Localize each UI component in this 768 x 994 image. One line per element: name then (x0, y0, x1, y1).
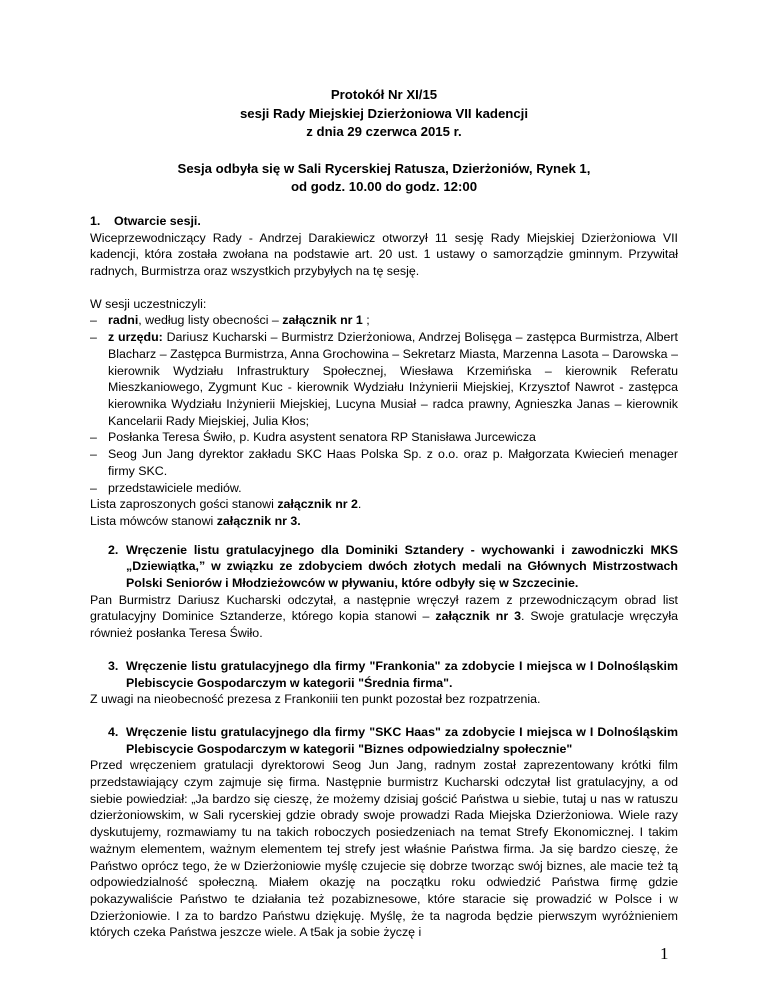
section-3-heading (90, 658, 678, 691)
section-3-body: Z uwagi na nieobecność prezesa z Frankoniii ten punkt pozostał bez rozpatrzenia. (90, 692, 541, 707)
speakers-list-note: Lista mówców stanowi załącznik nr 3. (90, 513, 301, 528)
document-page (90, 86, 678, 941)
section-4-heading (90, 724, 678, 757)
title-line-3: z dnia 29 czerwca 2015 r. (306, 124, 462, 140)
attendees-intro: W sesji uczestniczyli: (90, 296, 207, 311)
session-location: Sesja odbyła się w Sali Rycerskiej Ratusza, Dzierżoniów, Rynek 1, (177, 160, 591, 176)
attachment-1-ref: załącznik nr 1 (282, 313, 363, 328)
page-number: 1 (660, 944, 669, 963)
section-2-number: 2. (108, 542, 119, 557)
section-3-number: 3. (108, 658, 119, 673)
attendee-office-label: z urzędu: (108, 330, 163, 345)
list-item: – radni, według listy obecności – załącznik nr 1 ; (90, 313, 370, 328)
attendees-list (90, 312, 678, 496)
guests-list-note: Lista zaproszonych gości stanowi załącznik nr 2. (90, 497, 362, 512)
section-2-body: Pan Burmistrz Dariusz Kucharski odczytał, a następnie wręczył razem z przewodniczącym obrad list gratulacyjny Dominice Sztanderze, którego kopia stanowi – załącznik nr 3. Swoje gratulacje wręczyła również posłanka Teresa Świło. (90, 592, 678, 641)
attendee-radni: radni (108, 313, 139, 328)
list-item: – Posłanka Teresa Świło, p. Kudra asystent senatora RP Stanisława Jurcewicza (90, 430, 536, 445)
section-1-body: Wiceprzewodniczący Rady - Andrzej Darakiewicz otworzył 11 sesję Rady Miejskiej Dzierżoniowa VII kadencji, która została zwołana na podstawie art. 20 ust. 1 ustawy o samorządzie gminnym. Przywitał radnych, Burmistrza oraz wszystkich przybyłych na tę sesję. (90, 230, 678, 279)
list-item: – z urzędu: Dariusz Kucharski – Burmistrz Dzierżoniowa, Andrzej Bolisęga – zastępca Burmistrza, Albert Blacharz – Zastępca Burmistrza, Anna Grochowina – Sekretarz Miasta, Marzenna Lasota – Darowska – kierownik Wydziału Infrastruktury Społecznej, Wiesława Krzemińska – kierownik Referatu Mieszkaniowego, Zygmunt Kuc - kierownik Wydziału Inżynierii Miejskiej, Krzysztof Nawrot - zastępca kierownika Wydziału Inżynierii Miejskiej, Lucyna Musiał – radca prawny, Agnieszka Janas – kierownik Kancelarii Rady Miejskiej, Julia Kłos; (90, 330, 678, 428)
title-line-1: Protokół Nr XI/15 (330, 87, 438, 102)
section-1-title: Otwarcie sesji. (114, 213, 201, 228)
list-item: – przedstawiciele mediów. (90, 480, 242, 495)
section-1-number: 1. (90, 213, 101, 228)
list-item: – Seog Jun Jang dyrektor zakładu SKC Haas Polska Sp. z o.o. oraz p. Małgorzata Kwiecień menager firmy SKC. (90, 447, 678, 478)
section-4-number: 4. (108, 724, 119, 739)
section-4-title: Wręczenie listu gratulacyjnego dla firmy "SKC Haas" za zdobycie I miejsca w I Dolnośląskim Plebiscycie Gospodarczym w kategorii "Biznes odpowiedzialny społecznie" (126, 724, 678, 756)
session-time: od godz. 10.00 do godz. 12:00 (290, 179, 478, 195)
session-info (90, 160, 678, 197)
section-3-title: Wręczenie listu gratulacyjnego dla firmy "Frankonia" za zdobycie I miejsca w I Dolnośląskim Plebiscycie Gospodarczym w kategorii "Średnia firma". (126, 658, 678, 690)
section-4-body: Przed wręczeniem gratulacji dyrektorowi Seog Jun Jang, radnym został zaprezentowany krótki film przedstawiający czym zajmuje się firma. Następnie burmistrz Kucharski odczytał list gratulacyjny, a od siebie powiedział: „Ja bardzo się cieszę, że możemy dzisiaj gościć Państwa u siebie, tutaj u nas w ratuszu dzierżoniowskim, w Sali rycerskiej gdzie obrady swoje prowadzi Rada Miejska Dzierżoniowa. Wiele razy dyskutujemy, rozmawiamy tu na takich roboczych posiedzeniach na temat Strefy Ekonomicznej. I takim ważnym elementem, ważnym elementem tej strefy jest właśnie Państwa firma. Ja się bardzo cieszę, że Państwo oprócz tego, że w Dzierżoniowie myślę czujecie się dobrze tworząc swój biznes, ale macie też tą odpowiedzialność społeczną. Miałem okazję na początku roku odwiedzić Państwa firmę gdzie pokazywaliście Państwo te działania też pozabiznesowe, które staracie się prowadzić w Polsce i w Dzierżoniowie. I za to bardzo Państwu dziękuję. Myślę, że ta nagroda będzie pierwszym wyróżnieniem których czeka Państwa jeszcze wiele. A t5ak ja sobie życzę i (90, 758, 678, 940)
document-title (90, 86, 678, 142)
attendee-office-list: Dariusz Kucharski – Burmistrz Dzierżoniowa, Andrzej Bolisęga – zastępca Burmistrza, Albert Blacharz – Zastępca Burmistrza, Anna Grochowina – Sekretarz Miasta, Marzenna Lasota – Darowska – kierownik Wydziału Infrastruktury Społecznej, Wiesława Krzemińska – kierownik Referatu Mieszkaniowego, Zygmunt Kuc - kierownik Wydziału Inżynierii Miejskiej, Krzysztof Nawrot - zastępca kierownika Wydziału Inżynierii Miejskiej, Lucyna Musiał – radca prawny, Agnieszka Janas – kierownik Kancelarii Rady Miejskiej, Julia Kłos; (108, 330, 678, 428)
title-line-2: sesji Rady Miejskiej Dzierżoniowa VII kadencji (239, 105, 529, 121)
section-2-heading (90, 542, 678, 592)
section-1-heading (90, 213, 678, 230)
section-2-title: Wręczenie listu gratulacyjnego dla Dominiki Sztandery - wychowanki i zawodniczki MKS „Dziewiątka,” w związku ze zdobyciem dwóch złotych medali na Głównych Mistrzostwach Polski Seniorów i Młodzieżowców w pływaniu, które odbyły się w Szczecinie. (126, 542, 678, 591)
